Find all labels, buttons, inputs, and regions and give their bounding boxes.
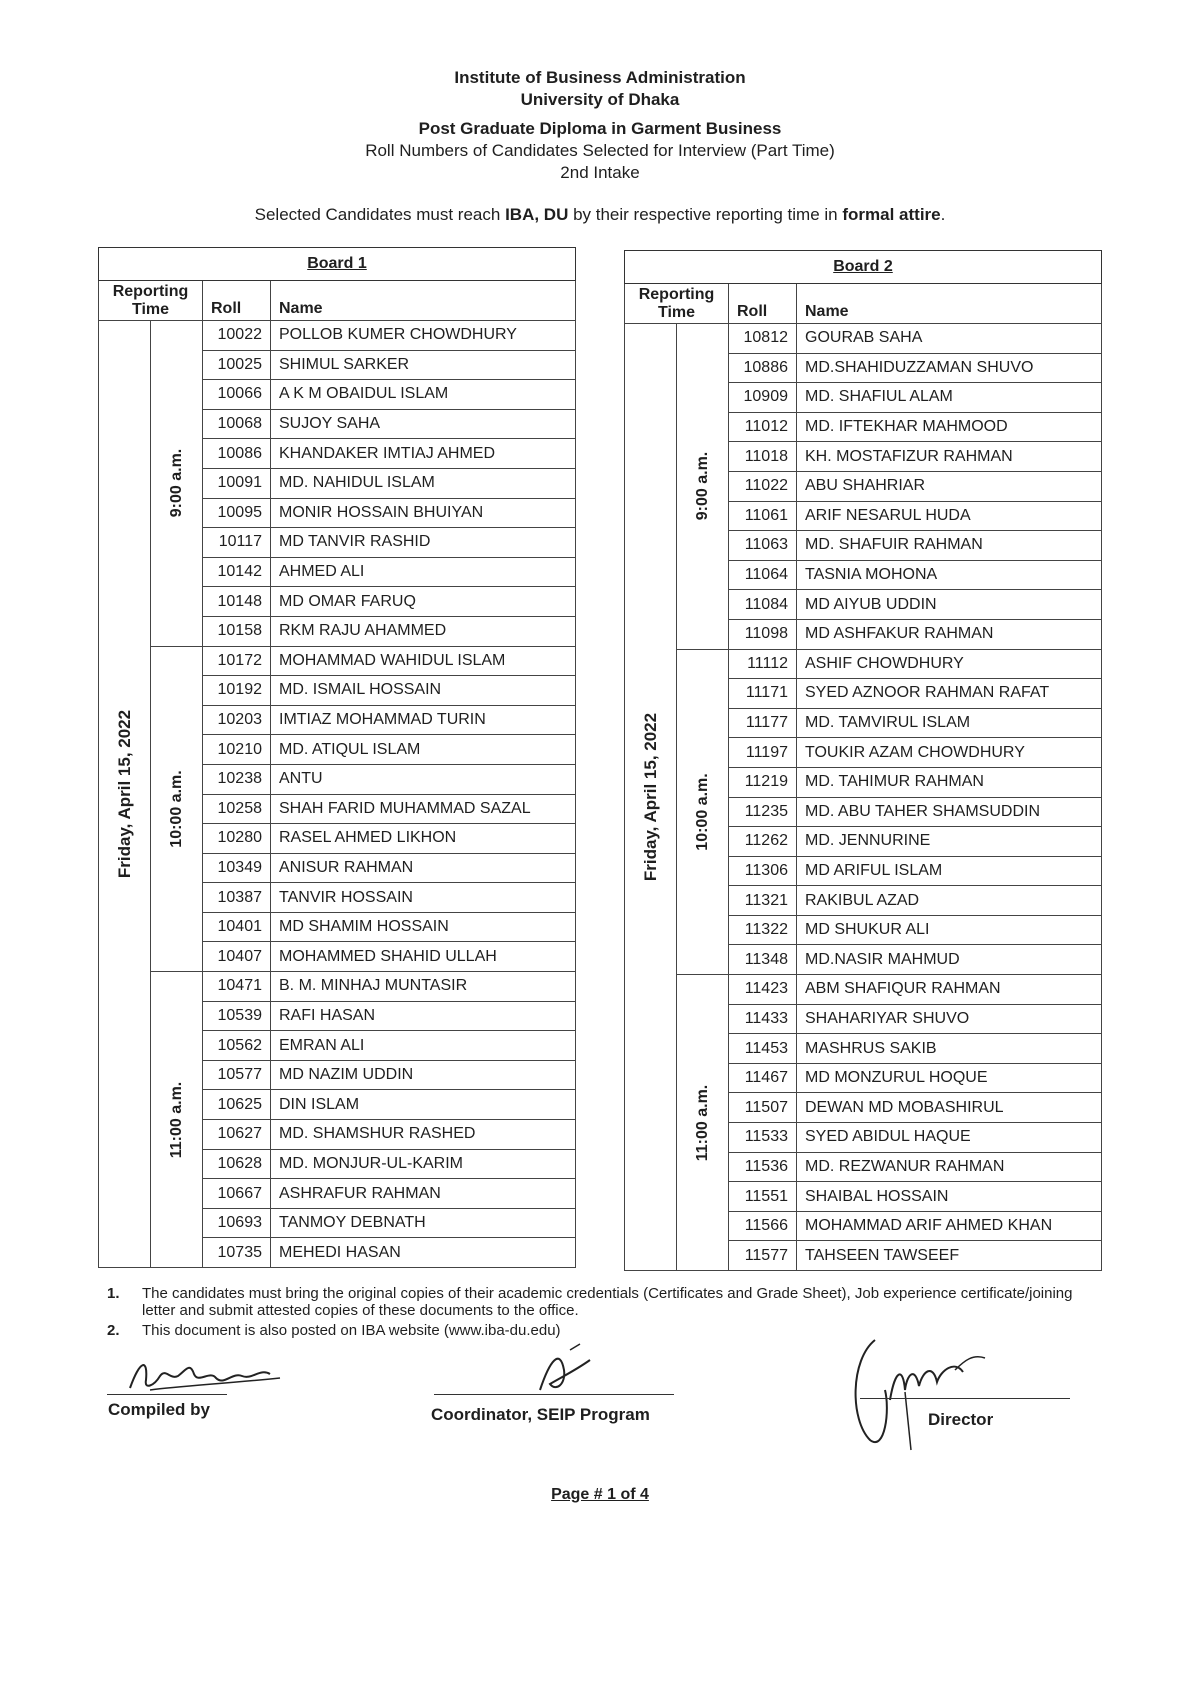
university-name: University of Dhaka xyxy=(520,90,680,109)
roll-number: 10025 xyxy=(203,350,271,380)
candidate-name: TOUKIR AZAM CHOWDHURY xyxy=(797,738,1102,768)
roll-number: 10625 xyxy=(203,1090,271,1120)
note-text: The candidates must bring the original copies of their academic credentials (Certificates and Grade Sheet), Job experience certificate/joining letter and submit attested copies of these documents to the office. xyxy=(142,1285,1073,1320)
instruction-text xyxy=(0,205,1200,225)
roll-number: 10086 xyxy=(203,439,271,469)
candidate-name: MD. ABU TAHER SHAMSUDDIN xyxy=(797,797,1102,827)
reporting-time-header: Reporting Time xyxy=(99,281,203,321)
interview-date-cell xyxy=(625,324,677,1271)
candidate-name: MD TANVIR RASHID xyxy=(271,528,576,558)
reporting-time: 10:00 a.m. xyxy=(693,773,711,851)
roll-number: 11348 xyxy=(729,945,797,975)
candidate-name: ANTU xyxy=(271,764,576,794)
candidate-name: KH. MOSTAFIZUR RAHMAN xyxy=(797,442,1102,472)
candidate-name: MEHEDI HASAN xyxy=(271,1238,576,1268)
reporting-time: 11:00 a.m. xyxy=(693,1084,711,1161)
roll-number: 11467 xyxy=(729,1063,797,1093)
candidate-name: B. M. MINHAJ MUNTASIR xyxy=(271,972,576,1002)
candidate-name: MD.SHAHIDUZZAMAN SHUVO xyxy=(797,353,1102,383)
candidate-name: MD. NAHIDUL ISLAM xyxy=(271,468,576,498)
candidate-name: MONIR HOSSAIN BHUIYAN xyxy=(271,498,576,528)
reporting-time: 10:00 a.m. xyxy=(167,770,185,848)
page-number: Page # 1 of 4 xyxy=(551,1486,649,1503)
candidate-name: RKM RAJU AHAMMED xyxy=(271,616,576,646)
roll-number: 10407 xyxy=(203,942,271,972)
candidate-row xyxy=(99,972,576,1002)
candidate-name: RASEL AHMED LIKHON xyxy=(271,824,576,854)
roll-number: 11064 xyxy=(729,560,797,590)
roll-number: 10066 xyxy=(203,380,271,410)
roll-number: 11533 xyxy=(729,1123,797,1153)
roll-number: 11262 xyxy=(729,827,797,857)
candidate-name: TASNIA MOHONA xyxy=(797,560,1102,590)
roll-number: 11433 xyxy=(729,1004,797,1034)
roll-number: 10401 xyxy=(203,912,271,942)
coordinator-signature-image xyxy=(520,1340,610,1400)
interview-date: Friday, April 15, 2022 xyxy=(640,712,660,882)
roll-number: 10238 xyxy=(203,764,271,794)
roll-number: 11423 xyxy=(729,975,797,1005)
roll-number: 11577 xyxy=(729,1241,797,1271)
roll-number: 11306 xyxy=(729,856,797,886)
roll-number: 10172 xyxy=(203,646,271,676)
candidate-row xyxy=(625,649,1102,679)
candidate-name: MD NAZIM UDDIN xyxy=(271,1060,576,1090)
candidate-name: MD OMAR FARUQ xyxy=(271,587,576,617)
interview-date: Friday, April 15, 2022 xyxy=(114,709,134,879)
candidate-name: ASHIF CHOWDHURY xyxy=(797,649,1102,679)
board-2-table xyxy=(624,250,1102,1271)
coordinator-signature-line xyxy=(434,1394,674,1395)
candidate-name: TANMOY DEBNATH xyxy=(271,1208,576,1238)
roll-header: Roll xyxy=(729,284,797,324)
roll-number: 10667 xyxy=(203,1179,271,1209)
candidate-name: ARIF NESARUL HUDA xyxy=(797,501,1102,531)
roll-number: 10577 xyxy=(203,1060,271,1090)
board-title: Board 2 xyxy=(625,251,1102,284)
candidate-name: ABU SHAHRIAR xyxy=(797,471,1102,501)
candidate-name: MOHAMMAD WAHIDUL ISLAM xyxy=(271,646,576,676)
candidate-name: MD MONZURUL HOQUE xyxy=(797,1063,1102,1093)
roll-number: 10693 xyxy=(203,1208,271,1238)
roll-number: 10142 xyxy=(203,557,271,587)
candidate-name: MD SHAMIM HOSSAIN xyxy=(271,912,576,942)
candidate-name: KHANDAKER IMTIAJ AHMED xyxy=(271,439,576,469)
candidate-name: SYED AZNOOR RAHMAN RAFAT xyxy=(797,679,1102,709)
candidate-name: MD SHUKUR ALI xyxy=(797,915,1102,945)
roll-number: 11018 xyxy=(729,442,797,472)
candidate-name: SHAH FARID MUHAMMAD SAZAL xyxy=(271,794,576,824)
reporting-time-cell xyxy=(677,975,729,1271)
roll-number: 11219 xyxy=(729,767,797,797)
roll-number: 11171 xyxy=(729,679,797,709)
reporting-time: 9:00 a.m. xyxy=(693,452,711,521)
board-1-table xyxy=(98,247,576,1268)
instruction-attire: formal attire xyxy=(842,205,941,224)
roll-number: 10148 xyxy=(203,587,271,617)
roll-number: 11322 xyxy=(729,915,797,945)
compiled-by-label: Compiled by xyxy=(108,1400,211,1419)
roll-number: 10628 xyxy=(203,1149,271,1179)
roll-number: 11063 xyxy=(729,531,797,561)
roll-number: 10280 xyxy=(203,824,271,854)
candidate-name: RAFI HASAN xyxy=(271,1001,576,1031)
institute-name: Institute of Business Administration xyxy=(454,68,746,87)
reporting-time-cell xyxy=(151,321,203,647)
candidate-name: MD. SHAFUIR RAHMAN xyxy=(797,531,1102,561)
note-number: 2. xyxy=(107,1322,120,1339)
instruction-part3: . xyxy=(940,205,946,224)
director-label: Director xyxy=(928,1410,994,1429)
roll-number: 10627 xyxy=(203,1120,271,1150)
roll-number: 11536 xyxy=(729,1152,797,1182)
candidate-name: SHIMUL SARKER xyxy=(271,350,576,380)
roll-number: 10095 xyxy=(203,498,271,528)
candidate-name: MD ARIFUL ISLAM xyxy=(797,856,1102,886)
candidate-name: MD ASHFAKUR RAHMAN xyxy=(797,619,1102,649)
reporting-time-cell xyxy=(677,649,729,975)
candidate-name: MD. TAHIMUR RAHMAN xyxy=(797,767,1102,797)
coordinator-label: Coordinator, SEIP Program xyxy=(431,1405,650,1424)
instruction-place: IBA, DU xyxy=(505,205,569,224)
roll-number: 10192 xyxy=(203,676,271,706)
roll-number: 11022 xyxy=(729,471,797,501)
candidate-name: SHAIBAL HOSSAIN xyxy=(797,1182,1102,1212)
program-name: Post Graduate Diploma in Garment Business xyxy=(418,119,782,138)
candidate-name: MD. SHAFIUL ALAM xyxy=(797,383,1102,413)
roll-number: 10210 xyxy=(203,735,271,765)
compiler-signature-line xyxy=(107,1394,227,1395)
roll-number: 11551 xyxy=(729,1182,797,1212)
candidate-name: MOHAMMED SHAHID ULLAH xyxy=(271,942,576,972)
candidate-name: POLLOB KUMER CHOWDHURY xyxy=(271,321,576,351)
roll-number: 11112 xyxy=(729,649,797,679)
document-subtitle: Roll Numbers of Candidates Selected for Interview (Part Time) xyxy=(365,141,835,160)
instruction-part2: by their respective reporting time in xyxy=(568,205,843,224)
candidate-name: MD. TAMVIRUL ISLAM xyxy=(797,708,1102,738)
candidate-name: MASHRUS SAKIB xyxy=(797,1034,1102,1064)
candidate-name: MD. JENNURINE xyxy=(797,827,1102,857)
candidate-name: ABM SHAFIQUR RAHMAN xyxy=(797,975,1102,1005)
instruction-part1: Selected Candidates must reach xyxy=(254,205,506,224)
candidate-name: SYED ABIDUL HAQUE xyxy=(797,1123,1102,1153)
candidate-name: DIN ISLAM xyxy=(271,1090,576,1120)
candidate-name: GOURAB SAHA xyxy=(797,324,1102,354)
roll-number: 10117 xyxy=(203,528,271,558)
roll-number: 11566 xyxy=(729,1211,797,1241)
roll-header: Roll xyxy=(203,281,271,321)
candidate-name: RAKIBUL AZAD xyxy=(797,886,1102,916)
roll-number: 11177 xyxy=(729,708,797,738)
candidate-name: EMRAN ALI xyxy=(271,1031,576,1061)
reporting-time-cell xyxy=(677,324,729,650)
roll-number: 11321 xyxy=(729,886,797,916)
roll-number: 10539 xyxy=(203,1001,271,1031)
candidate-row xyxy=(99,646,576,676)
roll-number: 10812 xyxy=(729,324,797,354)
roll-number: 10158 xyxy=(203,616,271,646)
roll-number: 11507 xyxy=(729,1093,797,1123)
name-header: Name xyxy=(271,281,576,321)
roll-number: 10258 xyxy=(203,794,271,824)
director-signature-line xyxy=(860,1398,1070,1399)
roll-number: 10387 xyxy=(203,883,271,913)
director-signature-image xyxy=(845,1330,1015,1460)
roll-number: 11235 xyxy=(729,797,797,827)
board-title: Board 1 xyxy=(99,248,576,281)
interview-date-cell xyxy=(99,321,151,1268)
name-header: Name xyxy=(797,284,1102,324)
note-text: This document is also posted on IBA website (www.iba-du.edu) xyxy=(142,1322,561,1339)
candidate-name: MD. MONJUR-UL-KARIM xyxy=(271,1149,576,1179)
roll-number: 10471 xyxy=(203,972,271,1002)
roll-number: 11197 xyxy=(729,738,797,768)
candidate-name: DEWAN MD MOBASHIRUL xyxy=(797,1093,1102,1123)
reporting-time-header: Reporting Time xyxy=(625,284,729,324)
reporting-time-cell xyxy=(151,972,203,1268)
roll-number: 11012 xyxy=(729,412,797,442)
reporting-time: 9:00 a.m. xyxy=(167,449,185,518)
roll-number: 11098 xyxy=(729,619,797,649)
candidate-name: MD. ISMAIL HOSSAIN xyxy=(271,676,576,706)
intake-label: 2nd Intake xyxy=(560,163,640,182)
roll-number: 11453 xyxy=(729,1034,797,1064)
roll-number: 10349 xyxy=(203,853,271,883)
roll-number: 10068 xyxy=(203,409,271,439)
roll-number: 10735 xyxy=(203,1238,271,1268)
candidate-row xyxy=(99,321,576,351)
roll-number: 10022 xyxy=(203,321,271,351)
roll-number: 11061 xyxy=(729,501,797,531)
candidate-name: AHMED ALI xyxy=(271,557,576,587)
candidate-name: MD. SHAMSHUR RASHED xyxy=(271,1120,576,1150)
candidate-name: MOHAMMAD ARIF AHMED KHAN xyxy=(797,1211,1102,1241)
roll-number: 10909 xyxy=(729,383,797,413)
candidate-row xyxy=(625,975,1102,1005)
roll-number: 10203 xyxy=(203,705,271,735)
candidate-name: TANVIR HOSSAIN xyxy=(271,883,576,913)
candidate-name: A K M OBAIDUL ISLAM xyxy=(271,380,576,410)
candidate-name: IMTIAZ MOHAMMAD TURIN xyxy=(271,705,576,735)
candidate-name: MD. ATIQUL ISLAM xyxy=(271,735,576,765)
compiler-signature-image xyxy=(120,1350,290,1400)
candidate-name: MD. IFTEKHAR MAHMOOD xyxy=(797,412,1102,442)
candidate-name: MD AIYUB UDDIN xyxy=(797,590,1102,620)
candidate-name: ANISUR RAHMAN xyxy=(271,853,576,883)
reporting-time-cell xyxy=(151,646,203,972)
roll-number: 10091 xyxy=(203,468,271,498)
note-number: 1. xyxy=(107,1285,120,1302)
candidate-name: TAHSEEN TAWSEEF xyxy=(797,1241,1102,1271)
candidate-name: SHAHARIYAR SHUVO xyxy=(797,1004,1102,1034)
reporting-time: 11:00 a.m. xyxy=(167,1081,185,1158)
roll-number: 10562 xyxy=(203,1031,271,1061)
roll-number: 10886 xyxy=(729,353,797,383)
candidate-name: SUJOY SAHA xyxy=(271,409,576,439)
candidate-name: ASHRAFUR RAHMAN xyxy=(271,1179,576,1209)
roll-number: 11084 xyxy=(729,590,797,620)
candidate-row xyxy=(625,324,1102,354)
candidate-name: MD. REZWANUR RAHMAN xyxy=(797,1152,1102,1182)
candidate-name: MD.NASIR MAHMUD xyxy=(797,945,1102,975)
